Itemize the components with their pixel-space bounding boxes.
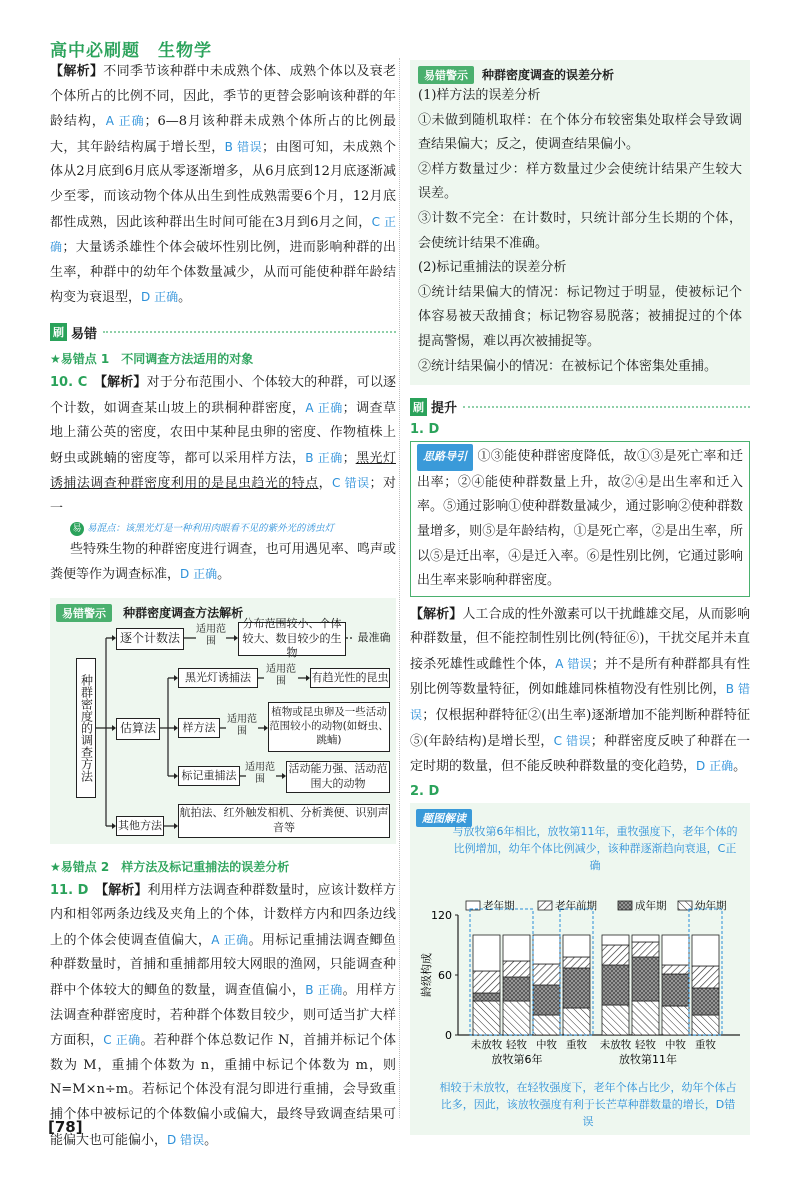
y-tick-label: 120	[431, 908, 452, 922]
section-tisheng	[410, 397, 750, 416]
node-other-methods: 其他方法	[116, 816, 164, 836]
answer-c: C 正确	[50, 214, 396, 255]
bar-segment	[473, 935, 500, 971]
underlined-phrase: 黑光灯诱捕法调查种群密度利用的是昆虫趋光的特点	[50, 450, 396, 492]
bar-segment	[602, 965, 629, 1005]
bar-segment	[632, 942, 659, 957]
annotation-bottom: 相较于未放牧，在轻牧强度下，老年个体占比少，幼年个体占比多，因此，该放牧强度有利于长芒草种群数量的增长，D错误	[439, 1080, 737, 1128]
q10-note: 易 易混点：该黑光灯是一种利用肉眼看不见的紫外光的诱虫灯	[70, 520, 396, 536]
bar-segment	[563, 935, 590, 957]
node-other-target: 航拍法、红外触发相机、分析粪便、识别声音等	[178, 804, 390, 838]
answer-d: D 正确	[141, 290, 179, 305]
pill-warning: 易错警示	[418, 66, 474, 84]
q10-explanation-cont: 些特殊生物的种群密度进行调查，也可用遇见率、鸣声或粪便等作为调查标准，D 正确。	[50, 541, 396, 583]
pill-figure-interp: 题图解读	[416, 809, 472, 827]
x-tick-label: 未放牧	[470, 1038, 503, 1051]
analysis-s2-2: ②统计结果偏小的情况：在被标记个体密集处重捕。	[418, 358, 718, 374]
node-quadrat-target: 植物或昆虫卵及一些活动范围较小的动物(如蚜虫、跳蝻)	[268, 702, 390, 752]
bar-segment	[602, 1005, 629, 1035]
x-tick-label: 重牧	[566, 1038, 587, 1051]
section-badge: 刷	[410, 398, 427, 416]
node-count-method: 逐个计数法	[116, 628, 184, 650]
label-applicable: 适用范围	[196, 623, 226, 647]
bar-segment	[632, 957, 659, 1001]
bar-segment	[503, 935, 530, 961]
annotation-top: 与放牧第6年相比，放牧第11年，重牧强度下，老年个体的比例增加，幼年个体比例减少，该种群逐渐趋向衰退，C正确	[452, 824, 738, 872]
q11-number: 11. D	[50, 882, 89, 898]
bar-segment	[692, 935, 719, 966]
bar-segment	[692, 1015, 719, 1035]
group-label: 放牧第11年	[619, 1052, 677, 1066]
pill-warning: 易错警示	[56, 604, 112, 622]
section-title: 提升	[431, 401, 458, 417]
error-point-2: ★易错点 2 样方法及标记重捕法的误差分析	[50, 859, 290, 874]
bar-segment	[533, 1015, 560, 1035]
group-label: 放牧第6年	[491, 1052, 543, 1066]
bar-segment	[662, 935, 689, 965]
label-applicable: 适用范围	[266, 663, 296, 687]
analysis-s1-2: ②样方数量过少：样方数量过少会使统计结果产生较大误差。	[418, 161, 742, 202]
analysis-s1-1: ①未做到随机取样：在个体分布较密集处取样会导致调查结果偏大；反之，使调查结果偏小。	[418, 112, 742, 153]
x-tick-label: 未放牧	[599, 1038, 632, 1051]
bar-segment	[602, 945, 629, 965]
x-tick-label: 中牧	[665, 1038, 686, 1051]
bar-segment	[632, 935, 659, 942]
bar-segment	[473, 993, 500, 1001]
node-mark-recapture: 标记重捕法	[178, 766, 240, 786]
bar-segment	[692, 966, 719, 988]
error-point-1: ★易错点 1 不同调查方法适用的对象	[50, 351, 254, 366]
bar-segment	[473, 971, 500, 993]
bar-segment	[533, 935, 560, 964]
pill-thinking-guide: 思路导引	[417, 444, 473, 471]
x-tick-label: 轻牧	[506, 1038, 527, 1051]
section-badge: 刷	[50, 323, 67, 341]
bar-segment	[662, 1006, 689, 1035]
legend-label: 老年期	[483, 899, 515, 912]
bar-segment	[692, 988, 719, 1015]
node-count-target: 分布范围较小、个体较大、数目较少的生物	[238, 622, 346, 656]
bar-segment	[662, 974, 689, 1006]
node-light-target: 有趋光性的昆虫	[310, 668, 390, 688]
legend-label: 幼年期	[695, 899, 727, 912]
bar-segment	[503, 961, 530, 977]
diagram-root: 种群密度的调查方法	[76, 658, 96, 798]
page-header-title: 高中必刷题 生物学	[50, 41, 212, 61]
thinking-guide-text: ①③能使种群密度降低，故①③是死亡率和迁出率；②④能使种群数量上升，故②④是出生率和迁入率。⑤通过影响①使种群数量减少，通过影响②使种群数量增多，则⑤是年龄结构，①是死亡率，②是出生率，所以⑤是迁出率，④是迁入率。⑥是性别比例，它通过影响出生率来影响种群密度。	[417, 449, 743, 589]
node-light-trap: 黑光灯诱捕法	[178, 668, 258, 688]
error-analysis-box	[410, 60, 750, 385]
q10-number: 10. C	[50, 374, 88, 390]
note-icon: 易	[70, 522, 84, 536]
answer-b: B 错误	[224, 139, 263, 154]
thinking-guide-box	[410, 441, 750, 597]
q10-explanation: 10. C 【解析】对于分布范围小、个体较大的种群，可以逐个计数，如调查某山坡上的珙桐种群密度，A 正确；调查草地上蒲公英的密度，农田中某种昆虫卵的密度、作物植株上蚜虫或跳蝻的密度等，都可以采用样方法，B 正确；黑光灯诱捕法调查种群密度利用的是昆虫趋光的特点，C 错误；对一	[50, 374, 396, 516]
bar-segment	[563, 968, 590, 1008]
legend-swatch	[538, 901, 552, 910]
y-tick-label: 0	[445, 1028, 452, 1042]
jiexi-label: 【解析】	[50, 64, 104, 79]
answer-a: A 正确	[105, 114, 145, 129]
analysis-s2-1: ①统计结果偏大的情况：标记物过于明显，使被标记个体容易被天敌捕食；标记物容易脱落；被捕捉过的个体提高警惕，难以再次被捕捉等。	[418, 284, 742, 349]
y-axis-label: 龄级构成	[420, 952, 433, 997]
bar-segment	[602, 935, 629, 945]
section-title: 易错	[71, 326, 98, 342]
method-diagram	[50, 598, 396, 844]
bar-segment	[533, 985, 560, 1015]
node-quadrat: 样方法	[178, 718, 220, 738]
legend-label: 成年期	[635, 899, 667, 912]
section-yicuo	[50, 323, 396, 342]
left-column	[50, 60, 396, 1153]
bar-segment	[503, 1001, 530, 1035]
figure-interpretation-box	[410, 803, 750, 1135]
bar-segment	[662, 965, 689, 974]
analysis-s1-3: ③计数不完全：在计数时，只统计部分生长期的个体，会使统计结果不准确。	[418, 210, 742, 251]
label-applicable: 适用范围	[227, 713, 257, 737]
analysis-title: 种群密度调查的误差分析	[482, 68, 615, 82]
legend-swatch	[618, 901, 632, 910]
column-divider	[399, 58, 400, 1118]
bar-segment	[563, 957, 590, 968]
label-applicable: 适用范围	[245, 761, 275, 785]
q2-number: 2. D	[410, 783, 440, 799]
page-number: [78]	[48, 1118, 83, 1136]
q1-number: 1. D	[410, 422, 440, 438]
y-tick-label: 60	[438, 968, 452, 982]
analysis-s2: (2)标记重捕法的误差分析	[418, 260, 567, 276]
x-tick-label: 中牧	[536, 1038, 557, 1051]
q9-explanation: 【解析】不同季节该种群中未成熟个体、成熟个体以及衰老个体所占的比例不同，因此，季节的更替会影响该种群的年龄结构，A 正确；6—8月该种群未成熟个体所占的比例最大，其年龄结构属于增长型，B 错误；由图可知，未成熟个体从2月底到6月底从零逐渐增多，从6月底到12月底逐渐减少至零，而该动物个体从出生到性成熟需要6个月，12月底都性成熟，因此该种群出生时间可能在3月到6月之间，C 正确；大量诱杀雄性个体会破坏性别比例，进而影响种群的出生率，种群中的幼年个体数量减少，从而可能使种群年龄结构变为衰退型，D 正确。	[50, 64, 396, 306]
bar-segment	[563, 1008, 590, 1035]
bar-segment	[473, 1001, 500, 1035]
diagram-title: 种群密度调查方法解析	[123, 605, 244, 620]
right-column	[410, 60, 750, 1135]
node-estimate: 估算法	[116, 718, 160, 740]
x-tick-label: 轻牧	[635, 1038, 656, 1051]
analysis-s1: (1)样方法的误差分析	[418, 88, 541, 103]
q1-explanation: 【解析】人工合成的性外激素可以干扰雌雄交尾，从而影响种群数量，但不能控制性别比例(特征⑥)，干扰交尾并未直接杀死雄性或雌性个体，A 错误；并不是所有种群都具有性别比例等数量特征，例如雌雄同株植物没有性别比例，B 错误；仅根据种群特征②(出生率)逐渐增加不能判断种群特征⑤(年龄结构)是增长型，C 错误；种群密度反映了种群在一定时期的数量，但不能反映种群数量的变化趋势，D 正确。	[410, 606, 750, 775]
node-mark-target: 活动能力强、活动范围大的动物	[286, 761, 390, 793]
legend-label: 老年前期	[555, 899, 597, 912]
label-most-accurate: 最准确	[357, 630, 391, 644]
bar-segment	[503, 977, 530, 1001]
bar-segment	[533, 964, 560, 985]
q11-explanation: 11. D 【解析】利用样方法调查种群数量时，应该计数样方内和相邻两条边线及夹角上的个体，计数样方内和四条边线上的个体会使调查值偏大，A 正确。用标记重捕法调查鲫鱼种群数量时，首捕和重捕都用较大网眼的渔网，只能调查种群中个体较大的鲫鱼的数量，调查值偏小，B 正确。用样方法调查种群密度时，若种群个体数目较少，则可适当扩大样方面积，C 正确。若种群个体总数记作 N，首捕并标记个体数为 M，重捕个体数为 n，重捕中标记个体数为 m，则 N=M×n÷m。若标记个体没有混匀即进行重捕，会导致重捕个体中被标记的个体数偏小或偏大，最终导致调查结果可能偏大也可能偏小，D 错误。	[50, 882, 396, 1148]
x-tick-label: 重牧	[695, 1038, 716, 1051]
bar-segment	[632, 1001, 659, 1035]
